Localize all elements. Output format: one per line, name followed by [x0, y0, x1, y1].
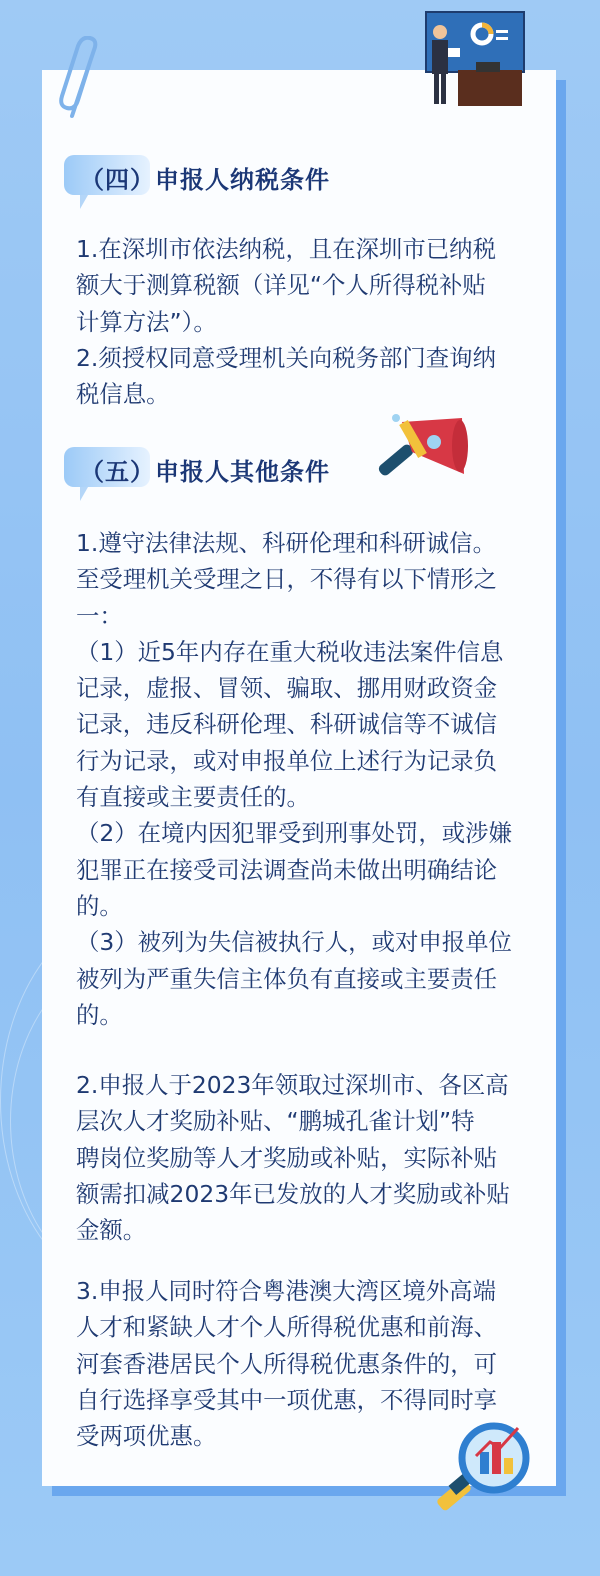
text-line: 至受理机关受理之日，不得有以下情形之: [76, 565, 498, 594]
text-line: 3.申报人同时符合粤港澳大湾区境外高端: [76, 1277, 496, 1305]
text-line: （3）被列为失信被执行人，或对申报单位: [76, 928, 512, 957]
text-line: 1.在深圳市依法纳税，且在深圳市已纳税: [76, 235, 496, 263]
other-conditions-item-2: [76, 1067, 546, 1248]
presenter-board-illustration: [418, 10, 528, 108]
text-line: 有直接或主要责任的。: [76, 783, 310, 812]
text-line: 金额。: [76, 1216, 147, 1245]
text-line: 被列为严重失信主体负有直接或主要责任: [76, 964, 498, 993]
text-line: 犯罪正在接受司法调查尚未做出明确结论: [76, 855, 498, 884]
other-conditions-item-1: [76, 525, 546, 1033]
section-title-other-conditions: （五）申报人其他条件: [80, 458, 330, 486]
text-line: 1.遵守法律法规、科研伦理和科研诚信。: [76, 529, 496, 557]
tax-conditions-text: [76, 231, 546, 412]
text-line: 2.须授权同意受理机关向税务部门查询纳: [76, 343, 496, 372]
text-line: （2）在境内因犯罪受到刑事处罚，或涉嫌: [76, 819, 512, 848]
text-line: 行为记录，或对申报单位上述行为记录负: [76, 746, 498, 775]
text-line: 计算方法”）。: [76, 307, 217, 336]
text-line: （1）近5年内存在重大税收违法案件信息: [76, 637, 504, 666]
text-line: 记录，违反科研伦理、科研诚信等不诚信: [76, 710, 498, 739]
text-line: 人才和紧缺人才个人所得税优惠和前海、: [76, 1313, 498, 1342]
text-line: 受两项优惠。: [76, 1422, 217, 1451]
text-line: 河套香港居民个人所得税优惠条件的，可: [76, 1349, 498, 1378]
paperclip-icon: [58, 36, 108, 126]
text-line: 自行选择享受其中一项优惠，不得同时享: [76, 1385, 498, 1414]
text-line: 记录，虚报、冒领、骗取、挪用财政资金: [76, 674, 498, 703]
text-line: 税信息。: [76, 380, 170, 409]
magnifier-chart-illustration: [428, 1412, 538, 1522]
text-line: 层次人才奖励补贴、“鹏城孔雀计划”特: [76, 1107, 475, 1136]
text-line: 一：: [76, 601, 123, 630]
section-title-tax-conditions: （四）申报人纳税条件: [80, 166, 330, 194]
text-line: 额大于测算税额（详见“个人所得税补贴: [76, 271, 486, 300]
text-line: 2.申报人于2023年领取过深圳市、各区高: [76, 1071, 509, 1099]
text-line: 聘岗位奖励等人才奖励或补贴，实际补贴: [76, 1143, 498, 1172]
text-line: 额需扣减2023年已发放的人才奖励或补贴: [76, 1179, 510, 1208]
text-line: 的。: [76, 1000, 123, 1029]
megaphone-icon: [372, 402, 472, 482]
text-line: 的。: [76, 891, 123, 920]
